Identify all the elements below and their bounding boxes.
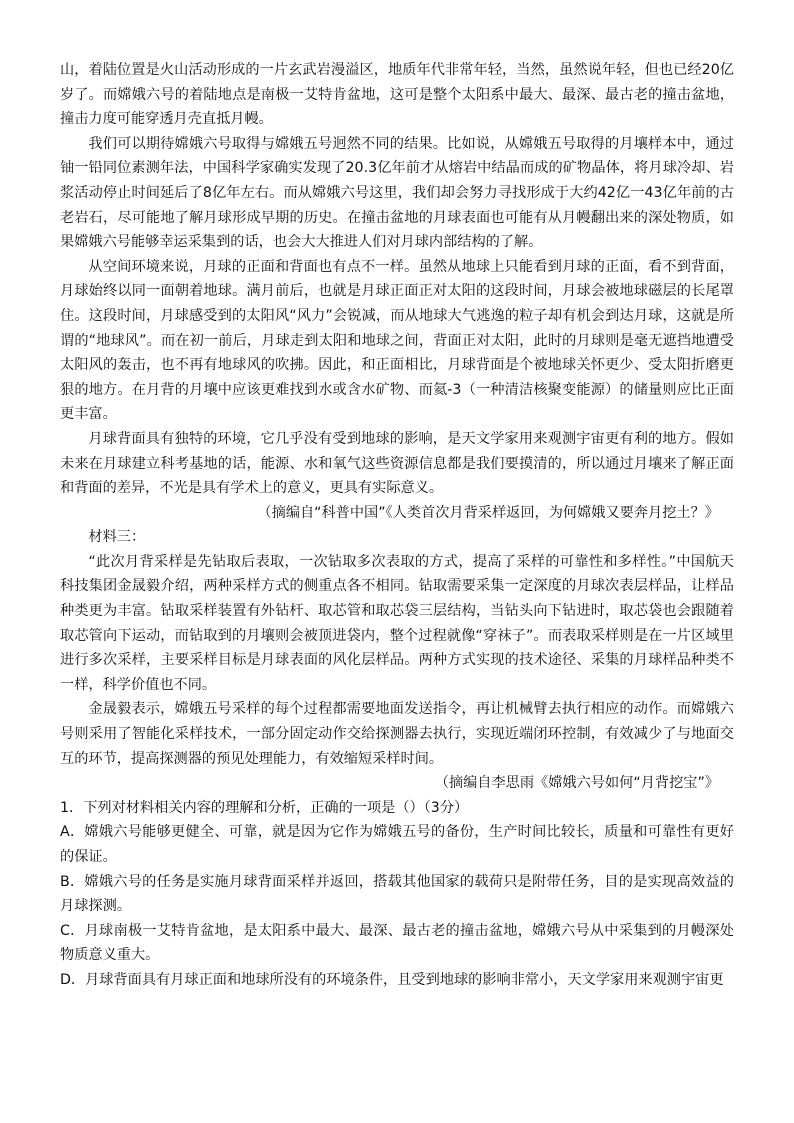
paragraph: 金晟毅表示，嫦娥五号采样的每个过程都需要地面发送指令，再让机械臂去执行相应的动作。而嫦娥六号则采用了智能化采样技术，一部分固定动作交给探测器去执行，实现近端闭环控制，有效减少了与地面交互的环节，提高探测器的预见处理能力，有效缩短采样时间。 (60, 701, 734, 767)
section-heading: 材料三： (88, 529, 146, 546)
paragraph: 月球背面具有独特的环境，它几乎没有受到地球的影响，是天文学家用来观测宇宙更有利的地方。假如未来在月球建立科考基地的话，能源、水和氧气这些资源信息都是我们要摸清的，所以通过月壤来了解正面和背面的差异，不光是具有学术上的意义，更具有实际意义。 (60, 430, 734, 497)
option-b: B．嫦娥六号的任务是实施月球背面采样并返回，搭载其他国家的载荷只是附带任务，目的是实现高效益的月球探测。 (60, 873, 734, 915)
source-citation: （摘编自李思雨《嫦娥六号如何“月背挖宝”》 (434, 775, 719, 792)
paragraph: 山，着陆位置是火山活动形成的一片玄武岩漫溢区，地质年代非常年轻，当然，虽然说年轻，但也已经20亿岁了。而嫦娥六号的着陆地点是南极一艾特肯盆地，这可是整个太阳系中最大、最深、最古老的撞击盆地，撞击力度可能穿透月壳直抵月幔。 (60, 62, 734, 128)
paragraph: 我们可以期待嫦娥六号取得与嫦娥五号迥然不同的结果。比如说，从嫦娥五号取得的月壤样本中，通过铀一铅同位素测年法，中国科学家确实发现了20.3亿年前才从熔岩中结晶而成的矿物晶体，将月球冷却、岩浆活动停止时间延后了8亿年左右。而从嫦娥六号这里，我们却会努力寻找形成于大约42亿一43亿年前的古老岩石，尽可能地了解月球形成早期的历史。在撞击盆地的月球表面也可能有从月幔翻出来的深处物质，如果嫦娥六号能够幸运采集到的话，也会大大推进人们对月球内部结构的了解。 (60, 135, 734, 251)
question-stem: 1．下列对材料相关内容的理解和分析，正确的一项是（）（3分） (60, 799, 469, 816)
source-citation: （摘编自“科普中国”《人类首次月背采样返回，为何嫦娥又要奔月挖土？》 (257, 504, 719, 521)
paragraph: “此次月背采样是先钻取后表取，一次钻取多次表取的方式，提高了采样的可靠性和多样性。”中国航天科技集团金晟毅介绍，两种采样方式的侧重点各不相同。钻取需要采集一定深度的月球次表层样品，让样品种类更为丰富。钻取采样装置有外钻杆、取芯管和取芯袋三层结构，当钻头向下钻进时，取芯袋也会跟随着取芯管向下运动，而钻取到的月壤则会被顶进袋内，整个过程就像“穿袜子”。而表取采样则是在一片区域里进行多次采样，主要采样目标是月球表面的风化层样品。两种方式实现的技术途径、采集的月球样品种类不一样，科学价值也不同。 (60, 553, 734, 693)
option-d: D．月球背面具有月球正面和地球所没有的环境条件，且受到地球的影响非常小，天文学家用来观测宇宙更 (60, 971, 724, 988)
paragraph: 从空间环境来说，月球的正面和背面也有点不一样。虽然从地球上只能看到月球的正面，看不到背面，月球始终以同一面朝着地球。满月前后，也就是月球正面正对太阳的这段时间，月球会被地球磁层的长尾罩住。这段时间，月球感受到的太阳风“风力”会锐减，而从地球大气逃逸的粒子却有机会到达月球，这就是所谓的“地球风”。而在初一前后，月球走到太阳和地球之间，背面正对太阳，此时的月球则是毫无遮挡地遭受太阳风的轰击，也不再有地球风的吹拂。因此，和正面相比，月球背面是个被地球关怀更少、受太阳折磨更狠的地方。在月背的月壤中应该更难找到水或含水矿物、而氦-3（一种清洁核聚变能源）的储量则应比正面更丰富。 (60, 258, 734, 423)
option-c: C．月球南极一艾特肯盆地，是太阳系中最大、最深、最古老的撞击盆地，嫦娥六号从中采集到的月幔深处物质意义重大。 (60, 922, 734, 964)
option-a: A．嫦娥六号能够更健全、可靠，就是因为它作为嫦娥五号的备份，生产时间比较长，质量和可靠性有更好的保证。 (60, 824, 734, 865)
